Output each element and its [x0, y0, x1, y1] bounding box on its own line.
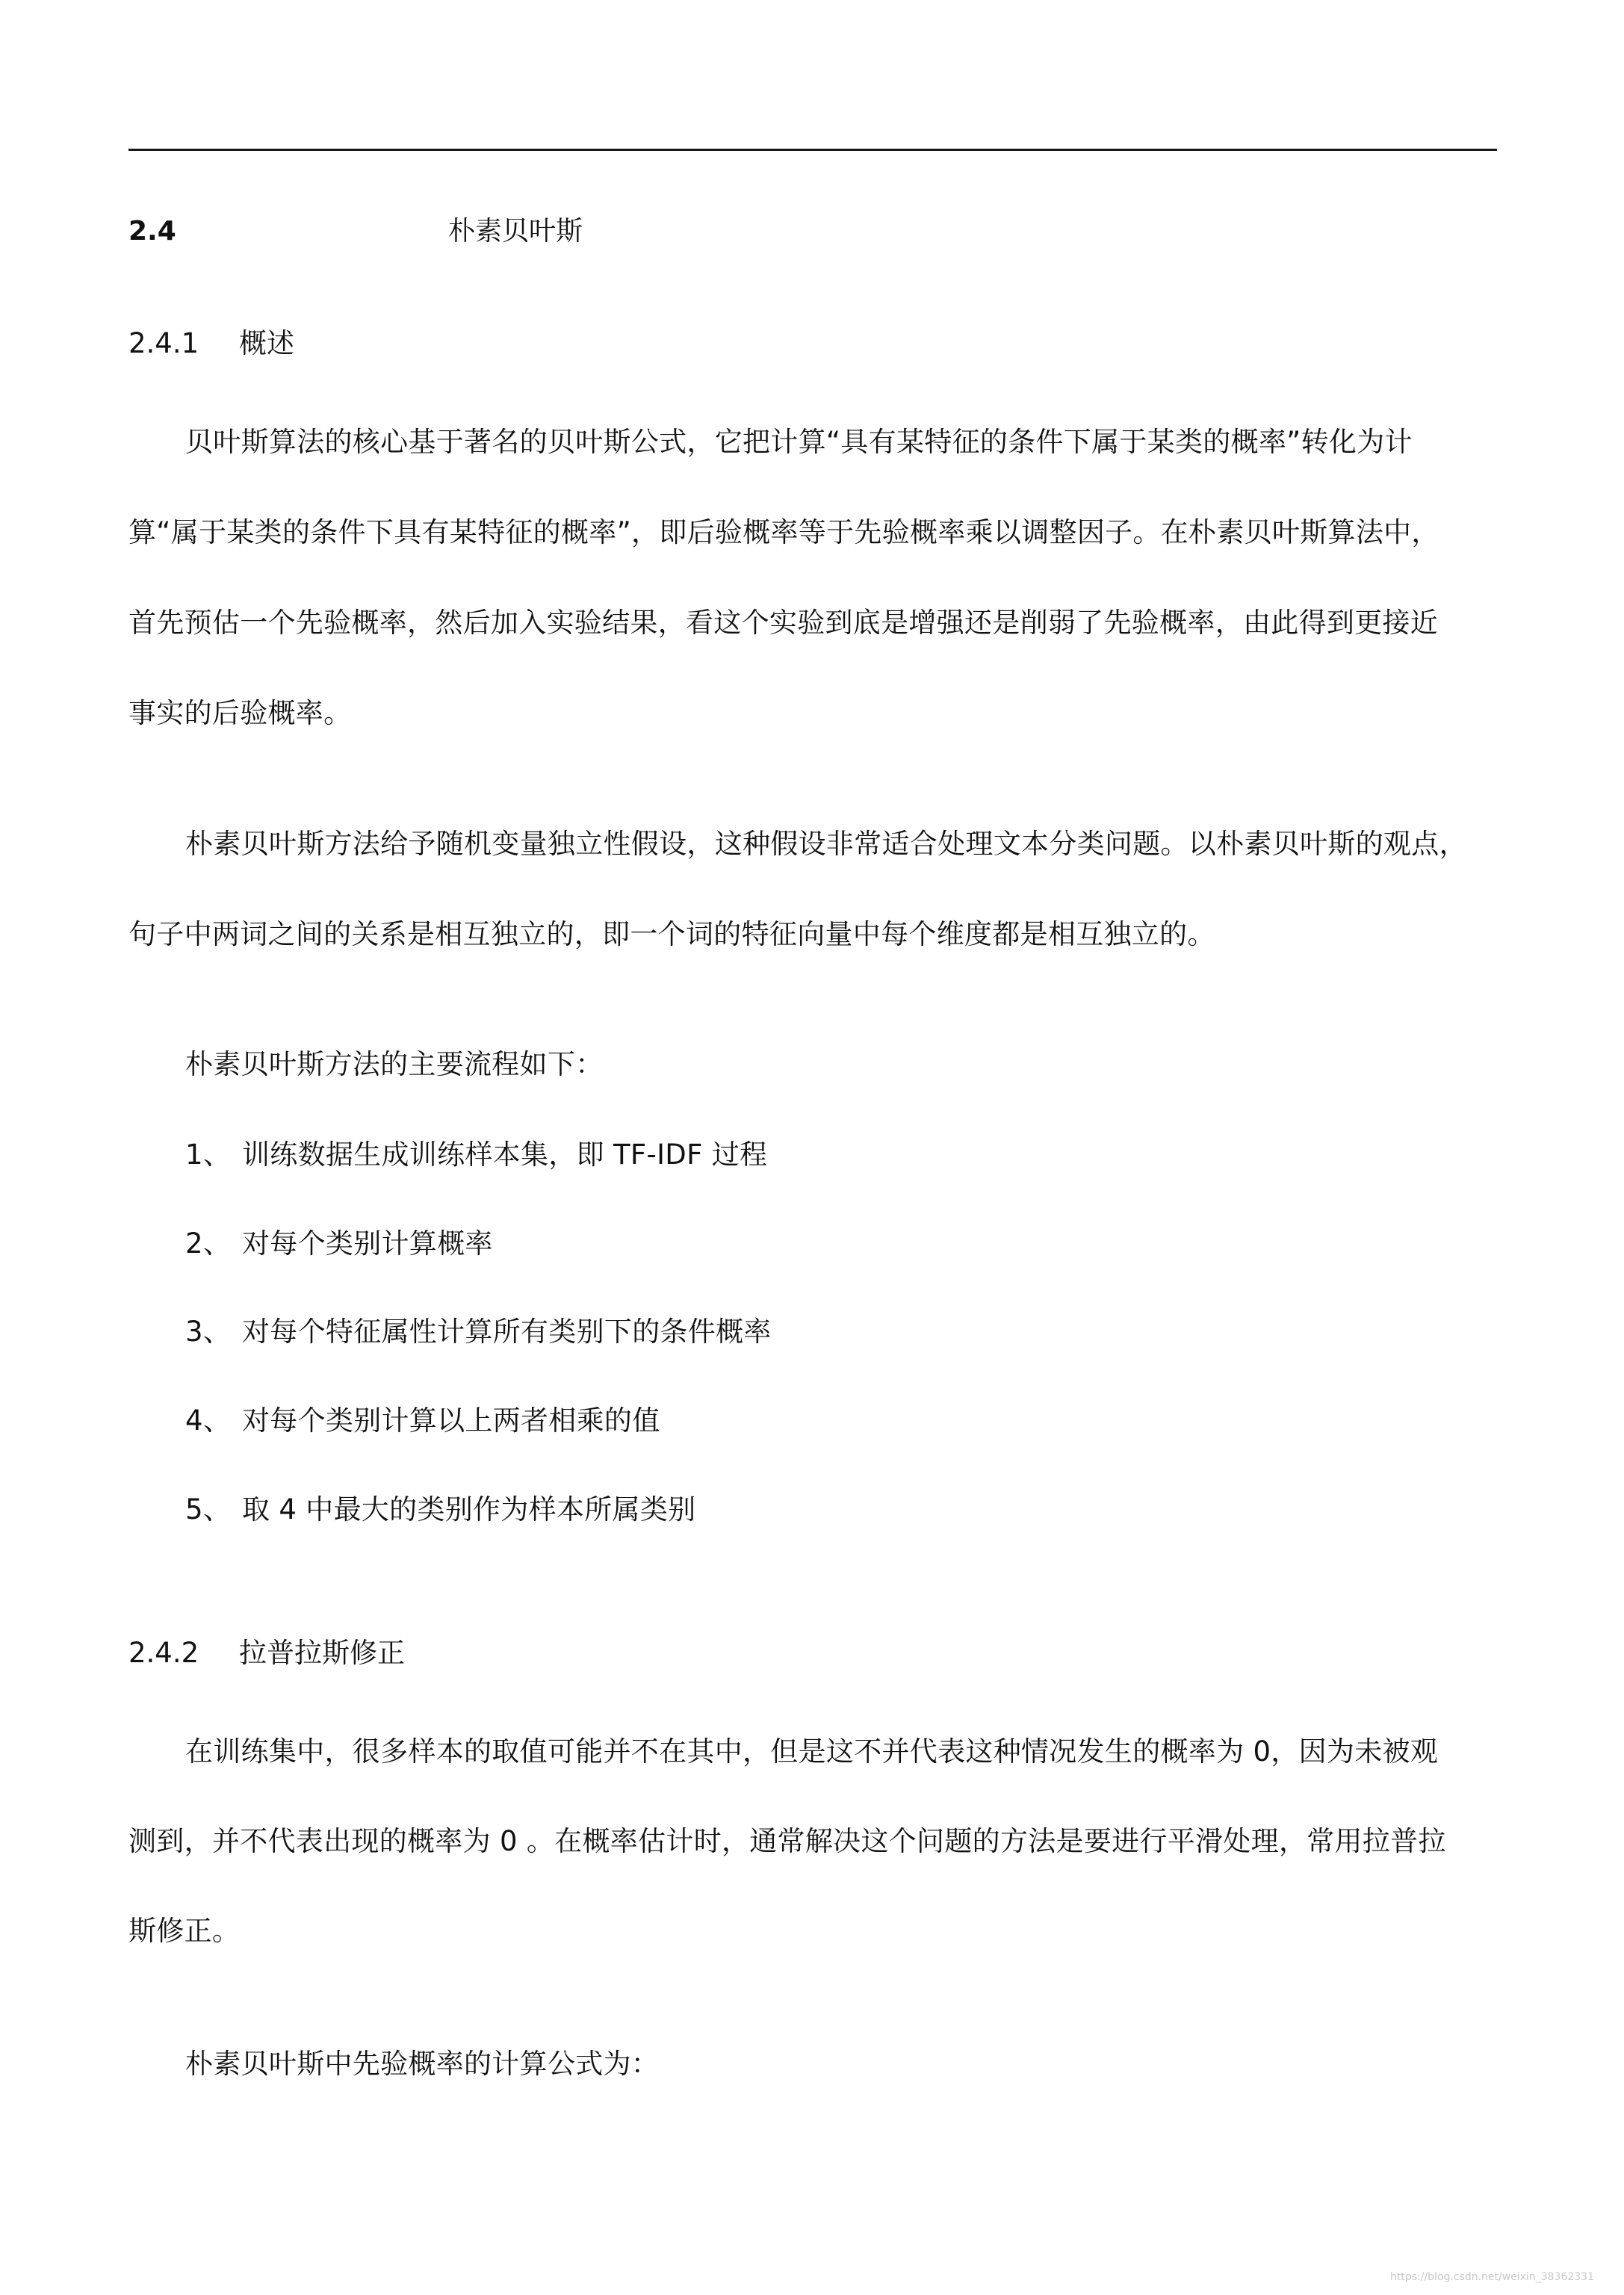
step-2-number: 2、	[185, 1227, 232, 1260]
para1-line2: 算“属于某类的条件下具有某特征的概率”，即后验概率等于先验概率乘以调整因子。在朴素贝叶斯算法中，	[128, 516, 1439, 548]
step-5-text: 取 4 中最大的类别作为样本所属类别	[242, 1493, 696, 1526]
step-4-text: 对每个类别计算以上两者相乘的值	[242, 1404, 660, 1437]
para4-line3: 斯修正。	[128, 1915, 241, 1947]
para2-line2: 句子中两词之间的关系是相互独立的，即一个词的特征向量中每个维度都是相互独立的。	[128, 918, 1215, 950]
para4-line2: 测到，并不代表出现的概率为 0 。在概率估计时，通常解决这个问题的方法是要进行平滑处理，常用拉普拉	[128, 1825, 1446, 1857]
step-2-text: 对每个类别计算概率	[242, 1227, 493, 1260]
para4-line1: 在训练集中，很多样本的取值可能并不在其中，但是这不并代表这种情况发生的概率为 0，因为未被观	[185, 1735, 1439, 1768]
step-1-number: 1、	[185, 1139, 232, 1171]
step-3-text: 对每个特征属性计算所有类别下的条件概率	[242, 1316, 772, 1348]
subsection-number-1: 2.4.1	[128, 327, 199, 359]
para1-line4: 事实的后验概率。	[128, 697, 352, 729]
header-rule	[128, 149, 1497, 151]
section-number: 2.4	[128, 216, 176, 247]
step-5-number: 5、	[185, 1493, 232, 1526]
subsection-title-2: 拉普拉斯修正	[239, 1637, 405, 1669]
watermark: https://blog.csdn.net/weixin_38362331	[1389, 2271, 1594, 2283]
para2-line1: 朴素贝叶斯方法给予随机变量独立性假设，这种假设非常适合处理文本分类问题。以朴素贝叶斯的观点，	[185, 828, 1467, 860]
step-4-number: 4、	[185, 1404, 232, 1437]
para3-line1: 朴素贝叶斯方法的主要流程如下：	[185, 1048, 604, 1080]
para1-line1: 贝叶斯算法的核心基于著名的贝叶斯公式，它把计算“具有某特征的条件下属于某类的概率”转化为计	[185, 426, 1413, 458]
subsection-title-1: 概述	[239, 327, 294, 359]
para5-line1: 朴素贝叶斯中先验概率的计算公式为：	[185, 2048, 660, 2080]
subsection-number-2: 2.4.2	[128, 1637, 199, 1669]
step-3-number: 3、	[185, 1316, 232, 1348]
step-1-text: 训练数据生成训练样本集，即 TF-IDF 过程	[242, 1139, 768, 1171]
para1-line3: 首先预估一个先验概率，然后加入实验结果，看这个实验到底是增强还是削弱了先验概率，由此得到更接近	[128, 607, 1439, 639]
section-title: 朴素贝叶斯	[448, 216, 583, 247]
